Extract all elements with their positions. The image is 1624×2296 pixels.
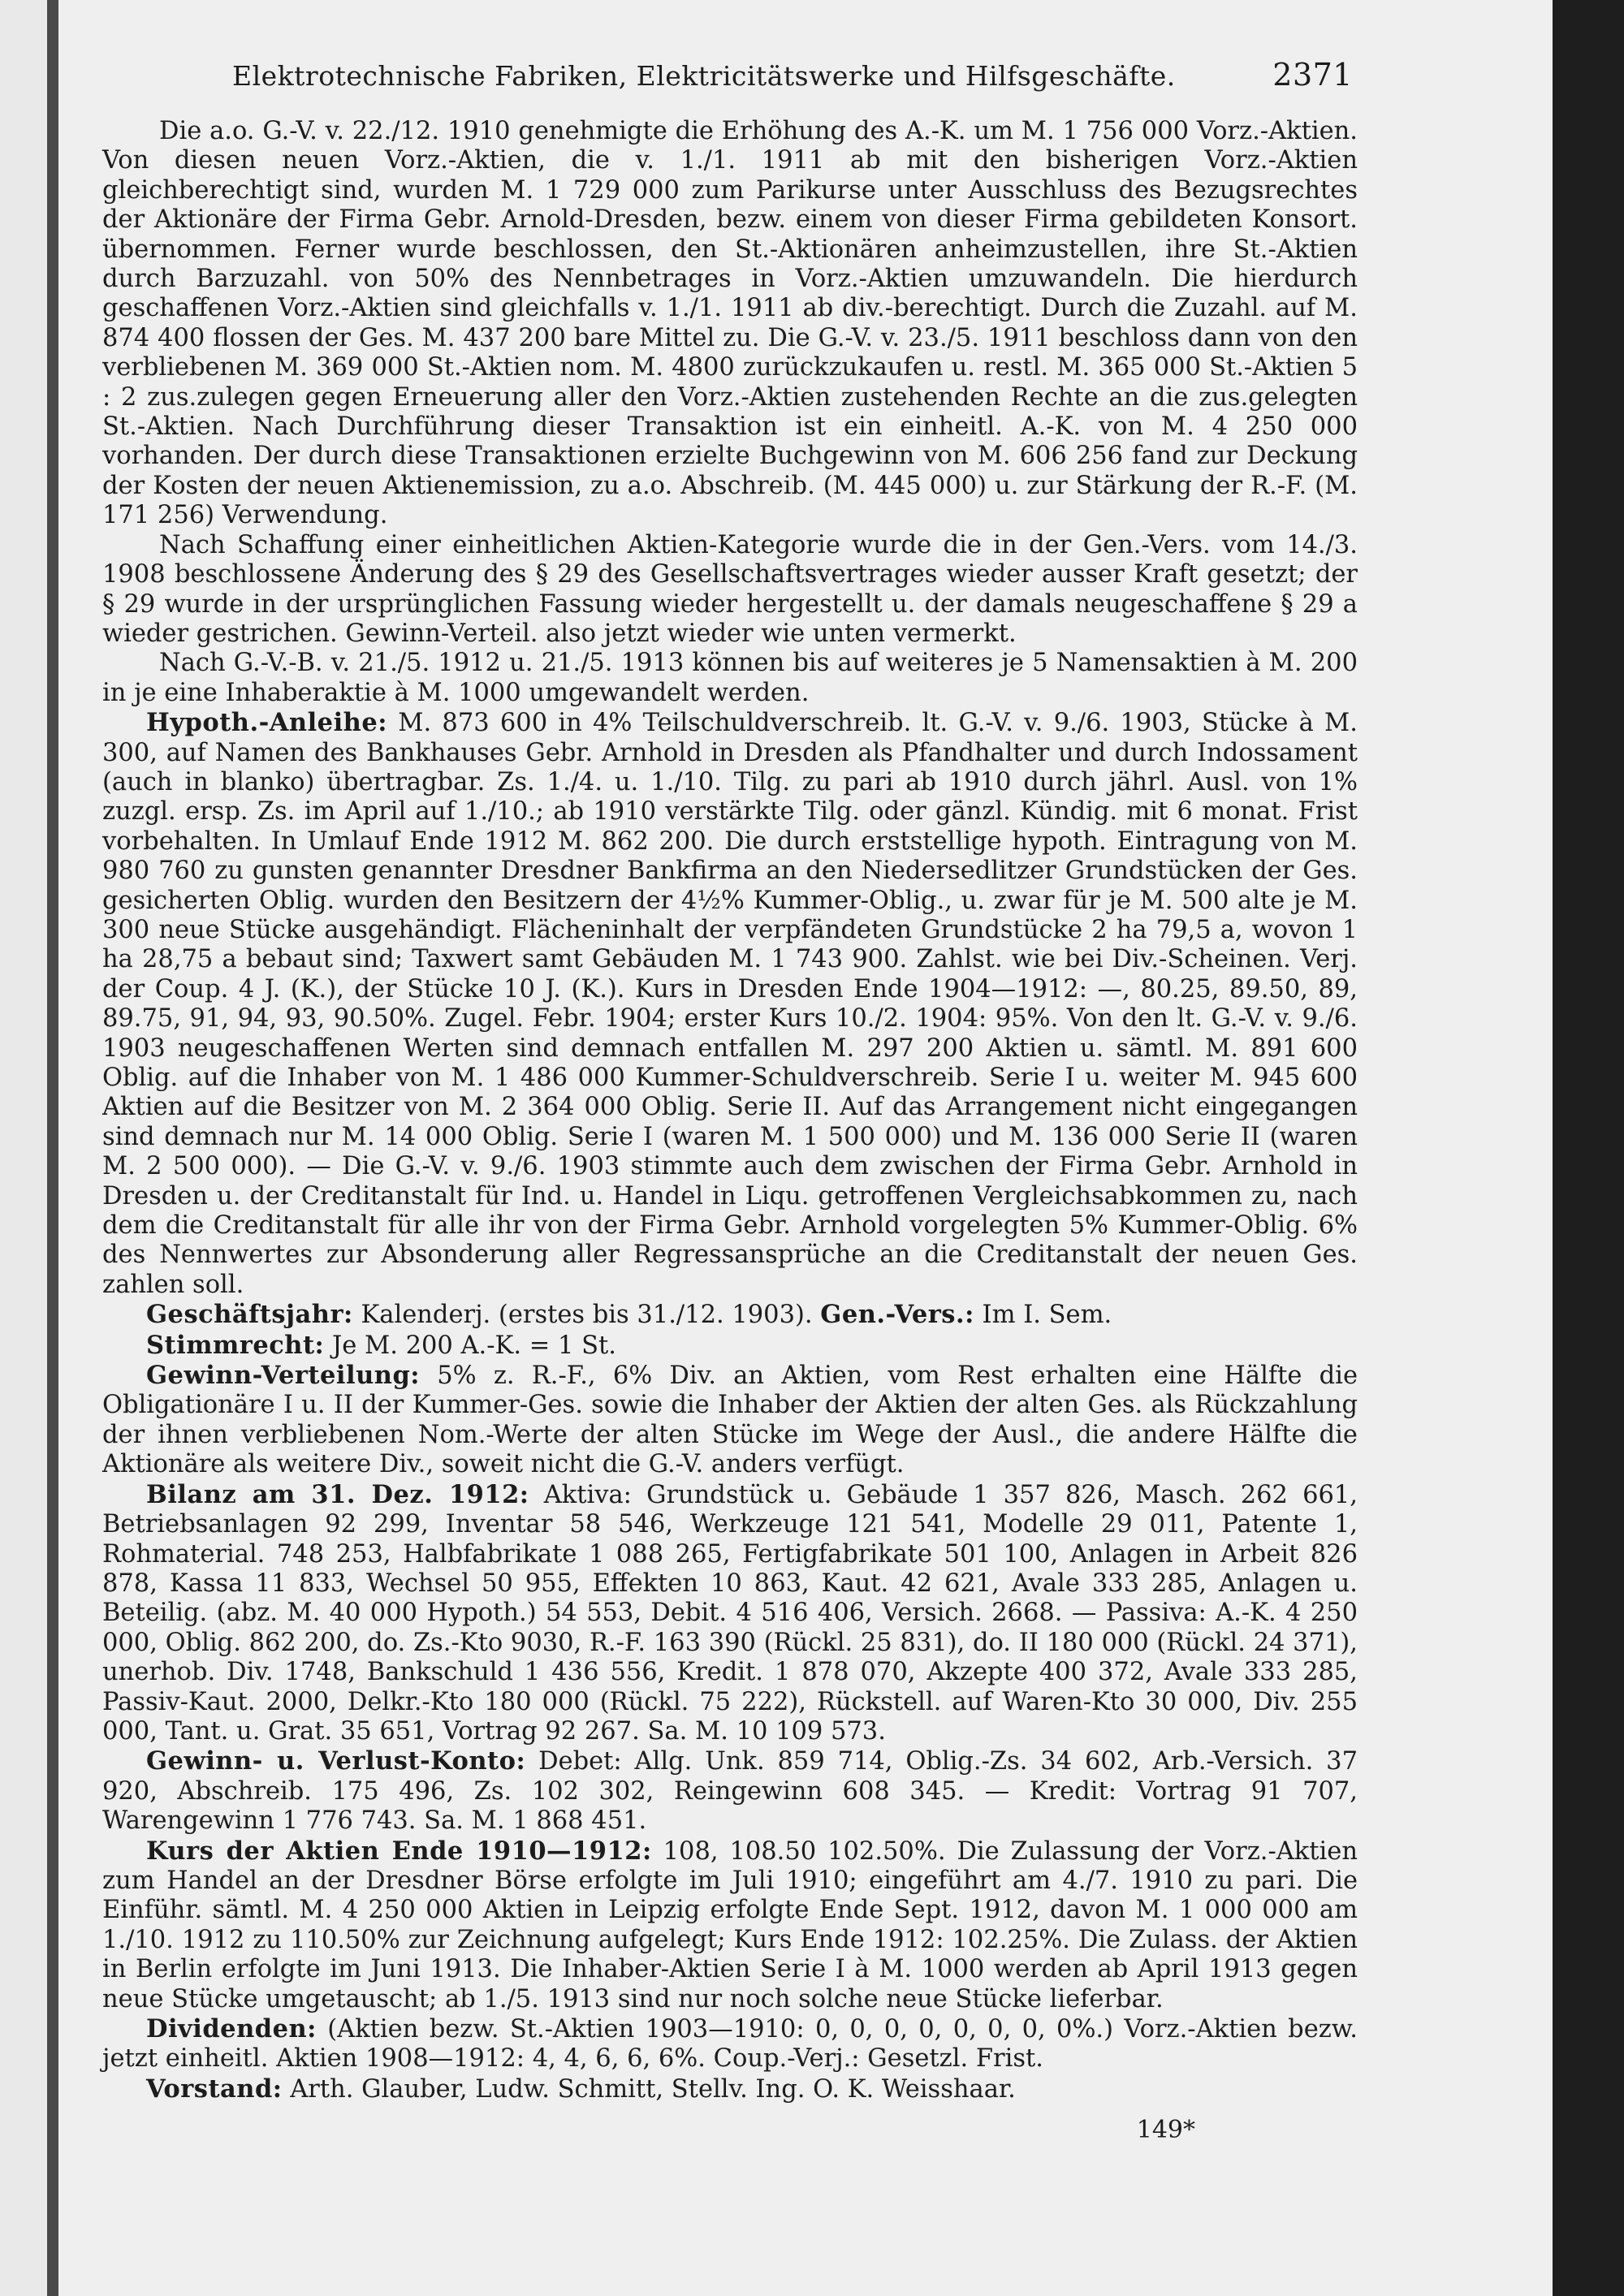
paragraph-text: Die a.o. G.-V. v. 22./12. 1910 genehmigte die Erhöhung des A.-K. um M. 1 756 000 Vorz.-Aktien. Von diesen neuen Vorz.-Aktien, die v. 1./1. 1911 ab mit den bisherigen Vorz.-Aktien gleichberechtigt sind, wurden M. 1 729 000 zum Parikurse unter Ausschluss des Bezugsrechtes der Aktionäre der Firma Gebr. Arnold-Dresden, bezw. einem von dieser Firma gebildeten Konsort. übernommen. Ferner wurde beschlossen, den St.-Aktionären anheimzustellen, ihre St.-Aktien durch Barzuzahl. von 50% des Nennbetrages in Vorz.-Aktien umzuwandeln. Die hierdurch geschaffenen Vorz.-Aktien sind gleichfalls v. 1./1. 1911 ab div.-berechtigt. Durch die Zuzahl. auf M. 874 400 flossen der Ges. M. 437 200 bare Mittel zu. Die G.-V. v. 23./5. 1911 beschloss dann von den verbliebenen M. 369 000 St.-Aktien nom. M. 4800 zurückzukaufen u. restl. M. 365 000 St.-Aktien 5 : 2 zus.zulegen gegen Erneuerung aller den Vorz.-Aktien zustehenden Rechte an die zus.gelegten St.-Aktien. Nach Durchführung dieser Transaktion ist ein einheitl. A.-K. von M. 4 250 000 vorhanden. Der durch diese Transaktionen erzielte Buchgewinn von M. 606 256 fand zur Deckung der Kosten der neuen Aktienemission, zu a.o. Abschreib. (M. 445 000) u. zur Stärkung der R.-F. (M. 171 256) Verwendung. [102,117,1358,530]
paragraph [102,649,1358,708]
section-heading: Stimmrecht: [146,1330,325,1360]
page-gutter [47,0,58,2296]
paragraph [102,117,1358,531]
paragraph-text: Debet: Allg. Unk. 859 714, Oblig.-Zs. 34 602, Arb.-Versich. 37 920, Abschreib. 175 496, Zs. 102 302, Reingewinn 608 345. — Kredit: Vortrag 91 707, Warengewinn 1 776 743. Sa. M. 1 868 451. [102,1747,1358,1836]
page-header [232,57,1353,93]
paragraph-text: M. 873 600 in 4% Teilschuldverschreib. lt. G.-V. v. 9./6. 1903, Stücke à M. 300, auf Namen des Bankhauses Gebr. Arnhold in Dresden als Pfandhalter und durch Indossament (auch in blanko) übertragbar. Zs. 1./4. u. 1./10. Tilg. zu pari ab 1910 durch jährl. Ausl. von 1% zuzgl. ersp. Zs. im April auf 1./10.; ab 1910 verstärkte Tilg. oder gänzl. Kündig. mit 6 monat. Frist vorbehalten. In Umlauf Ende 1912 M. 862 200. Die durch erststellige hypoth. Eintragung von M. 980 760 zu gunsten genannter Dresdner Bankfirma an den Niedersedlitzer Grundstücken der Ges. gesicherten Oblig. wurden den Besitzern der 4½% Kummer-Oblig., u. zwar für je M. 500 alte je M. 300 neue Stücke ausgehändigt. Flächeninhalt der verpfändeten Grundstücke 2 ha 79,5 a, wovon 1 ha 28,75 a bebaut sind; Taxwert samt Gebäuden M. 1 743 900. Zahlst. wie bei Div.-Scheinen. Verj. der Coup. 4 J. (K.), der Stücke 10 J. (K.). Kurs in Dresden Ende 1904—1912: —, 80.25, 89.50, 89, 89.75, 91, 94, 93, 90.50%. Zugel. Febr. 1904; erster Kurs 10./2. 1904: 95%. Von den lt. G.-V. v. 9./6. 1903 neugeschaffenen Werten sind demnach entfallen M. 297 200 Aktien u. sämtl. M. 891 600 Oblig. auf die Inhaber von M. 1 486 000 Kummer-Schuldverschreib. Serie I u. weiter M. 945 600 Aktien auf die Besitzer von M. 2 364 000 Oblig. Serie II. Auf das Arrangement nicht eingegangen sind demnach nur M. 14 000 Oblig. Serie I (waren M. 1 500 000) und M. 136 000 Serie II (waren M. 2 500 000). — Die G.-V. v. 9./6. 1903 stimmte auch dem zwischen der Firma Gebr. Arnhold in Dresden u. der Creditanstalt für Ind. u. Handel in Liqu. getroffenen Vergleichsabkommen zu, nach dem die Creditanstalt für alle ihr von der Firma Gebr. Arnhold vorgelegten 5% Kummer-Oblig. 6% des Nennwertes zur Absonderung aller Regressansprüche an die Creditanstalt der neuen Ges. zahlen soll. [102,709,1358,1299]
paragraph [102,1746,1358,1836]
section-heading: Hypoth.-Anleihe: [146,708,388,738]
paragraph [102,531,1358,650]
paragraph-text: Aktiva: Grundstück u. Gebäude 1 357 826, Masch. 262 661, Betriebsanlagen 92 299, Inventar 58 546, Werkzeuge 121 541, Modelle 29 011, Patente 1, Rohmaterial. 748 253, Halbfabrikate 1 088 265, Fertigfabrikate 501 100, Anlagen in Arbeit 826 878, Kassa 11 833, Wechsel 50 955, Effekten 10 863, Kaut. 42 621, Avale 333 285, Anlagen u. Beteilig. (abz. M. 40 000 Hypoth.) 54 553, Debit. 4 516 406, Versich. 2668. — Passiva: A.-K. 4 250 000, Oblig. 862 200, do. Zs.-Kto 9030, R.-F. 163 390 (Rückl. 25 831), do. II 180 000 (Rückl. 24 371), unerhob. Div. 1748, Bankschuld 1 436 556, Kredit. 1 878 070, Akzepte 400 372, Avale 333 285, Passiv-Kaut. 2000, Delkr.-Kto 180 000 (Rückl. 75 222), Rückstell. auf Waren-Kto 30 000, Div. 255 000, Tant. u. Grat. 35 651, Vortrag 92 267. Sa. M. 10 109 573. [102,1480,1358,1746]
section-heading: Geschäftsjahr: [146,1300,353,1330]
section-heading: Gewinn- u. Verlust-Konto: [146,1746,526,1776]
body-text [102,117,1358,2104]
paragraph-text: Nach Schaffung einer einheitlichen Aktien-Kategorie wurde die in der Gen.-Vers. vom 14./3. 1908 beschlossene Änderung des § 29 des Gesellschaftsvertrages wieder ausser Kraft gesetzt; der § 29 wurde in der ursprünglichen Fassung wieder hergestellt u. der damals neugeschaffene § 29 a wieder gestrichen. Gewinn-Verteil. also jetzt wieder wie unten vermerkt. [102,530,1358,648]
paragraph-text: (Aktien bezw. St.-Aktien 1903—1910: 0, 0, 0, 0, 0, 0, 0, 0%.) Vorz.-Aktien bezw. jetzt einheitl. Aktien 1908—1912: 4, 4, 6, 6, 6%. Coup.-Verj.: Gesetzl. Frist. [102,2015,1358,2074]
paragraph-text: 5% z. R.-F., 6% Div. an Aktien, vom Rest erhalten eine Hälfte die Obligationäre I u. II der Kummer-Ges. sowie die Inhaber der Aktien der alten Ges. als Rückzahlung der ihnen verbliebenen Nom.-Werte der alten Stücke im Wege der Ausl., die andere Hälfte die Aktionäre als weitere Div., soweit nicht die G.-V. anders verfügt. [102,1362,1358,1479]
paragraph [102,2014,1358,2074]
running-title: Elektrotechnische Fabriken, Elektricitätswerke und Hilfsgeschäfte. [232,60,1176,92]
adjacent-page-strip [0,0,47,2296]
paragraph-text: Im I. Sem. [974,1301,1112,1330]
paragraph [102,1331,1358,1361]
paragraph-text: Nach G.-V.-B. v. 21./5. 1912 u. 21./5. 1913 können bis auf weiteres je 5 Namensaktien à M. 200 in je eine Inhaberaktie à M. 1000 umgewandelt werden. [102,649,1358,707]
page-number: 2371 [1272,57,1353,93]
paragraph [102,1300,1358,1330]
signature-mark: 149* [1136,2116,1195,2145]
section-heading: Dividenden: [146,2014,317,2044]
section-heading: Kurs der Aktien Ende 1910—1912: [146,1836,652,1866]
section-heading: Bilanz am 31. Dez. 1912: [146,1479,529,1509]
paragraph [102,2074,1358,2104]
paragraph [102,708,1358,1300]
paragraph [102,1361,1358,1480]
paragraph-text: 108, 108.50 102.50%. Die Zulassung der Vorz.-Aktien zum Handel an der Dresdner Börse erfolgte im Juli 1910; eingeführt am 4./7. 1910 zu pari. Die Einführ. sämtl. M. 4 250 000 Aktien in Leipzig erfolgte Ende Sept. 1912, davon M. 1 000 000 am 1./10. 1912 zu 110.50% zur Zeichnung aufgelegt; Kurs Ende 1912: 102.25%. Die Zulass. der Aktien in Berlin erfolgte im Juni 1913. Die Inhaber-Aktien Serie I à M. 1000 werden ab April 1913 gegen neue Stücke umgetauscht; ab 1./5. 1913 sind nur noch solche neue Stücke lieferbar. [102,1836,1358,2013]
section-heading: Gewinn-Verteilung: [146,1361,421,1391]
section-heading: Vorstand: [146,2074,283,2104]
paragraph [102,1480,1358,1747]
document-page [58,0,1553,2296]
paragraph [102,1836,1358,2014]
paragraph-text: Je M. 200 A.-K. = 1 St. [324,1331,616,1360]
paragraph-text: Arth. Glauber, Ludw. Schmitt, Stellv. Ing. O. K. Weisshaar. [282,2074,1016,2104]
scan-edge [1553,0,1624,2296]
paragraph-text: Kalenderj. (erstes bis 31./12. 1903). [352,1301,821,1330]
section-heading: Gen.-Vers.: [820,1300,974,1330]
